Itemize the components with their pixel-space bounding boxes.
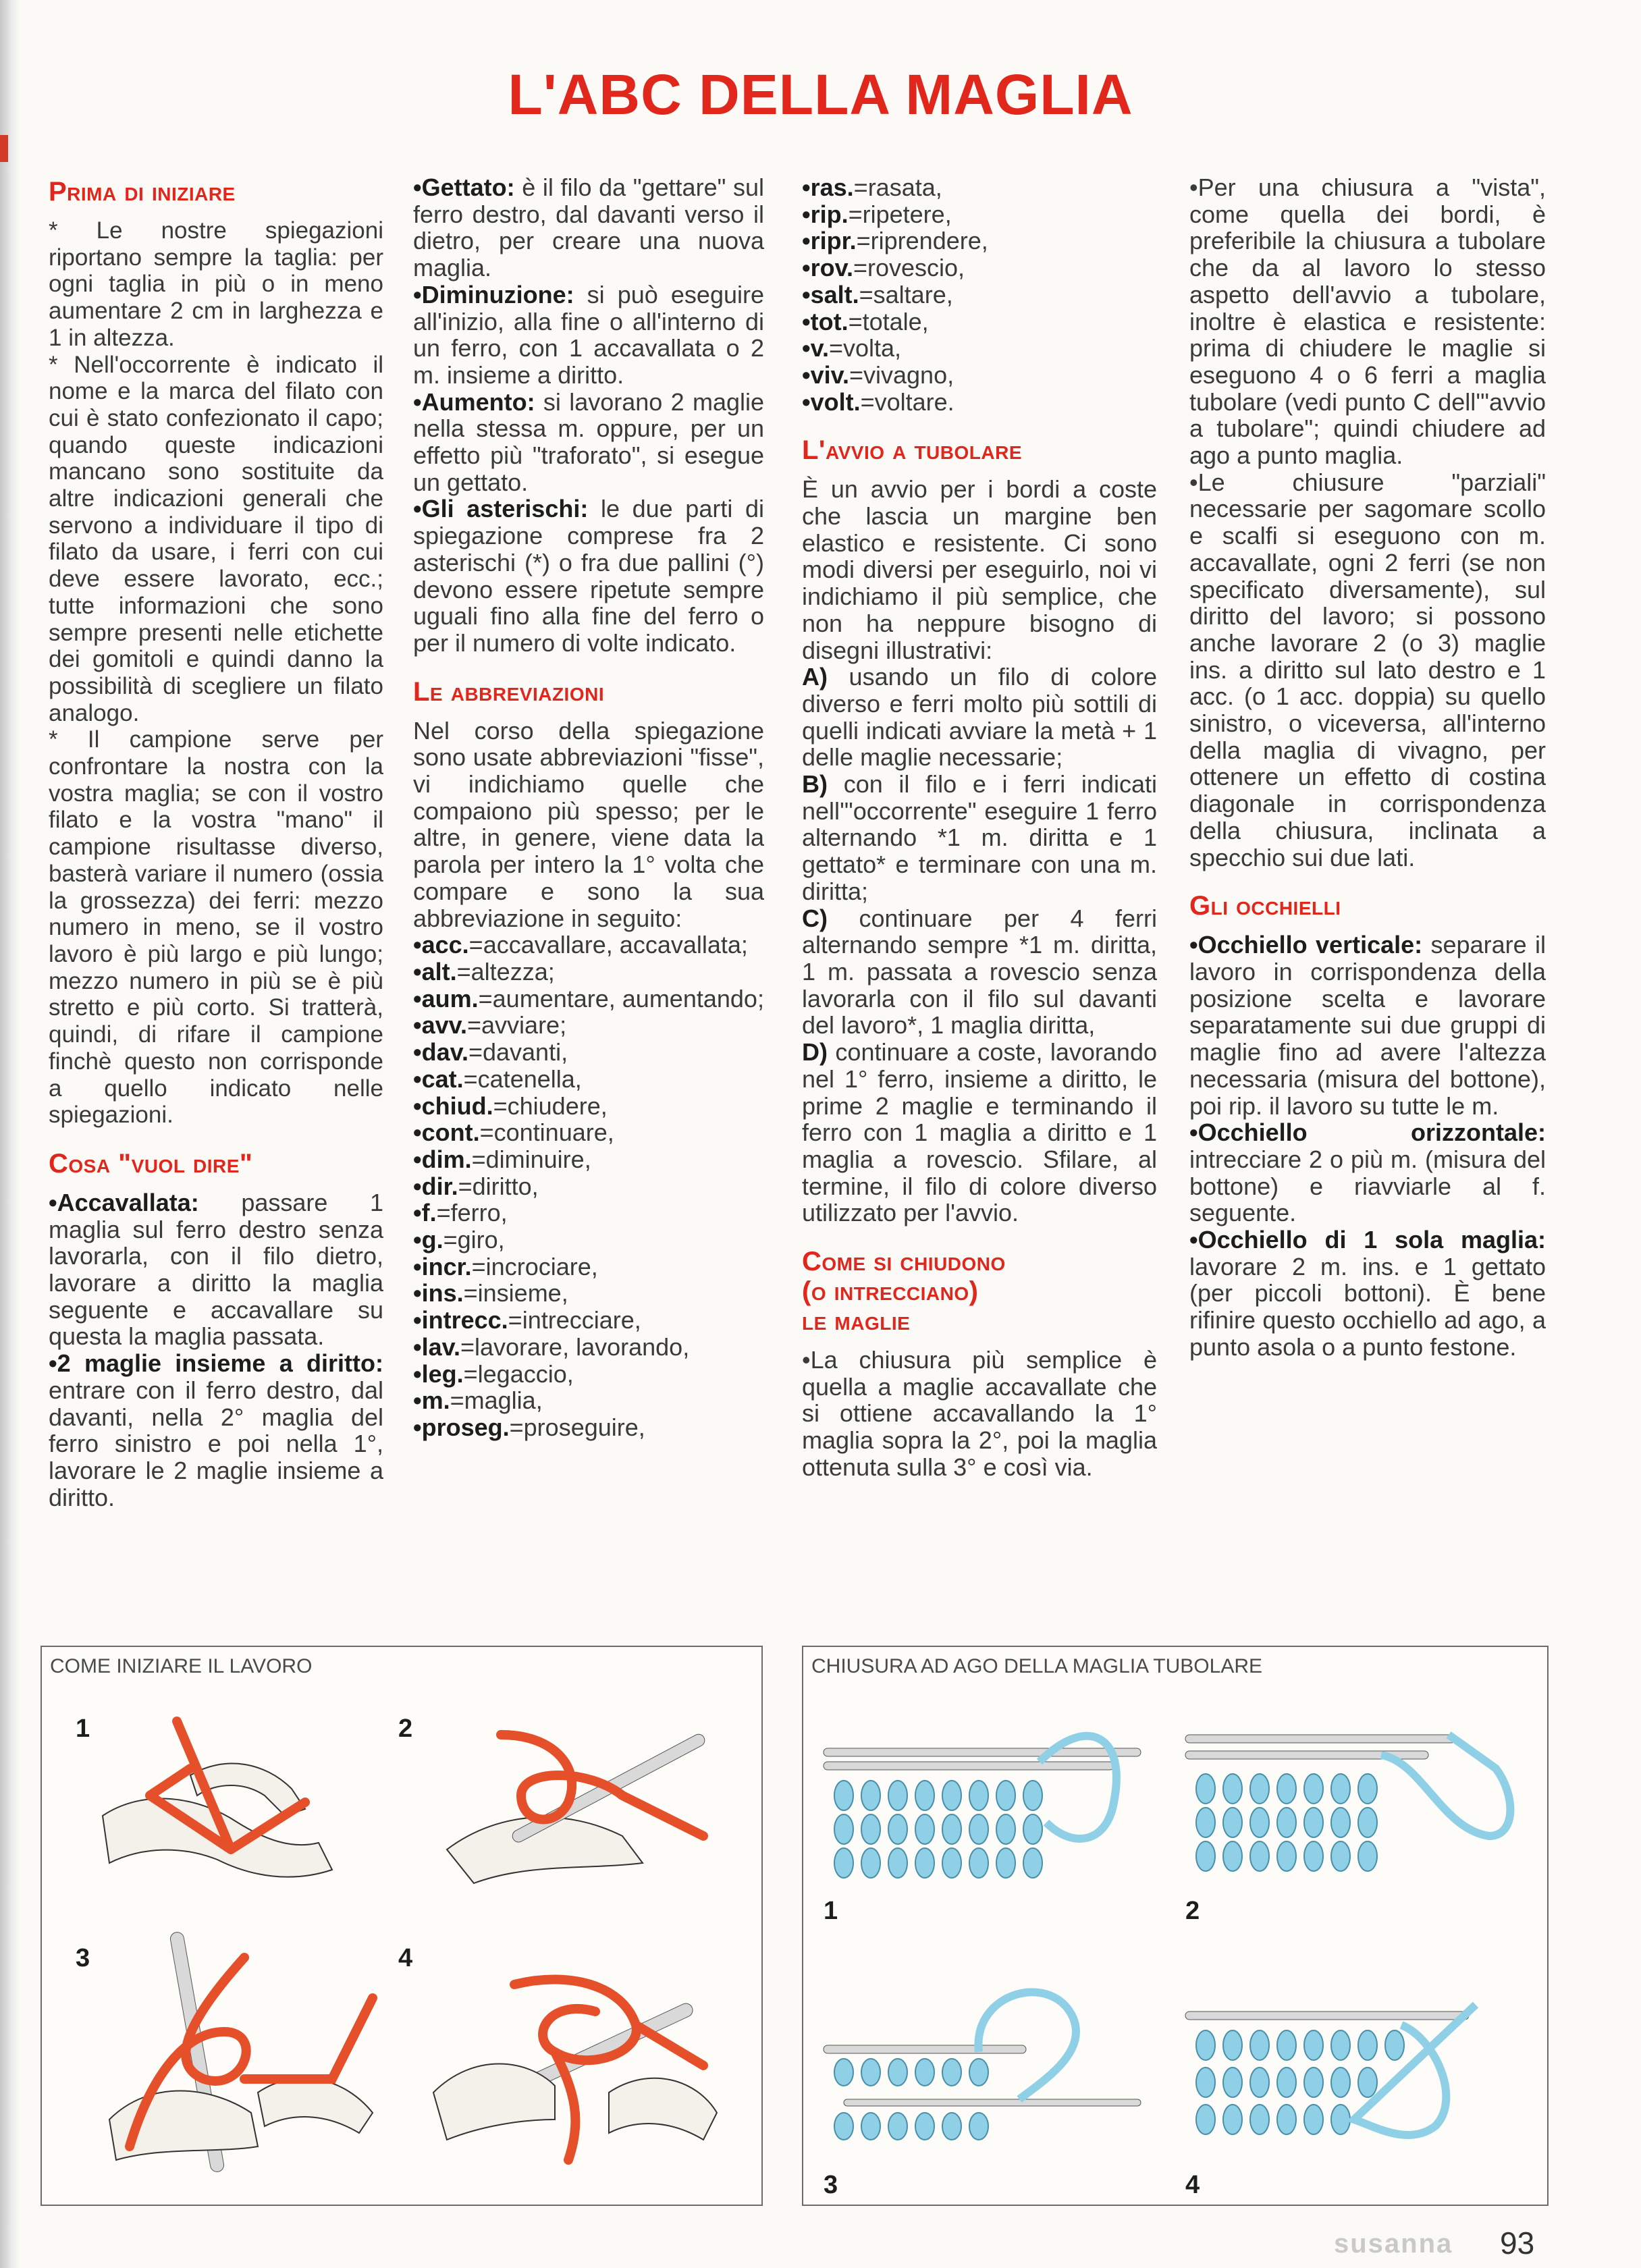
hand-yarn-illustration-3 (89, 1917, 386, 2187)
abbreviation-item: •v.=volta, (802, 334, 902, 362)
heading-avvio-tubolare: L'avvio a tubolare (802, 435, 1022, 466)
term-gettato: •Gettato: è il filo da "gettare" sul ferro destro, dal davanti verso il dietro, per creare una nuova maglia. (413, 173, 764, 282)
abbreviation-item: •salt.=saltare, (802, 280, 953, 308)
abbreviation-item: •dir.=diritto, (413, 1172, 539, 1200)
abbreviation-item: •lav.=lavorare, lavorando, (413, 1332, 690, 1361)
tubular-closure-illustration-3 (817, 1964, 1154, 2167)
tubular-closure-illustration-4 (1179, 1964, 1530, 2167)
step-number: 4 (398, 1944, 413, 1972)
heading-cosa-vuol-dire: Cosa "vuol dire" (49, 1148, 253, 1179)
tubular-closure-illustration-2 (1179, 1694, 1530, 1897)
abbreviation-item: •intrecc.=intrecciare, (413, 1306, 641, 1334)
abbreviation-item: •rip.=ripetere, (802, 200, 952, 228)
paragraph-taglia: * Le nostre spiegazioni riportano sempre la taglia: per ogni taglia in più o in meno aumentare 2 cm in larghezza e 1 in altezza. (49, 217, 383, 351)
abbreviation-item: •g.=giro, (413, 1226, 505, 1254)
abbreviation-item: •m.=maglia, (413, 1386, 543, 1415)
spine-mark (0, 135, 8, 162)
hand-yarn-illustration-2 (420, 1694, 730, 1910)
heading-prima-di-iniziare: Prima di iniziare (49, 177, 236, 207)
abbreviation-item: •acc.=accavallare, accavallata; (413, 931, 748, 959)
page-title: L'ABC DELLA MAGLIA (508, 63, 1133, 126)
illustration-box-chiusura-ago (802, 1646, 1549, 2206)
step-number: 1 (824, 1897, 838, 1925)
paragraph-chiusura-semplice: •La chiusura più semplice è quella a maglie accavallate che si ottiene accavallando la 1° maglia sopra la 2°, poi la maglia ottenuta sulla 3° e così via. (802, 1346, 1157, 1481)
column-2 (413, 174, 764, 1441)
abbreviation-item: •ins.=insieme, (413, 1279, 568, 1307)
abbreviation-item: •ripr.=riprendere, (802, 227, 988, 255)
term-aumento: •Aumento: si lavorano 2 maglie nella stessa m. oppure, per un effetto più "traforato", si esegue un gettato. (413, 387, 764, 496)
abbreviation-item: •cont.=continuare, (413, 1118, 614, 1147)
term-occhiello-verticale: •Occhiello verticale: separare il lavoro in corrispondenza della posizione scelta e lavorare separatamente sui due gruppi di maglie fino ad avere l'altezza necessaria (misura del bottone), poi rip. il lavoro su tutte le m. (1189, 931, 1546, 1120)
term-asterischi: •Gli asterischi: le due parti di spiegazione comprese fra 2 asterischi (*) o fra due pallini (°) devono essere ripetute sempre uguali fino alla fine del ferro o per il numero di volte indicato. (413, 495, 764, 657)
step-number: 4 (1185, 2171, 1200, 2199)
abbreviation-item: •rov.=rovescio, (802, 254, 965, 282)
paragraph-occorrente: * Nell'occorrente è indicato il nome e la marca del filato con cui è stato confezionato il capo; quando queste indicazioni mancano sono sostituite da altre indicazioni generali che servono a individuare il tipo di filato da usare, i ferri con cui deve essere lavorato, ecc.; tutte informazioni che sono sempre presenti nelle etichette dei gomitoli e quindi danno la possibilità di scegliere un filato analogo. (49, 351, 383, 726)
abbreviation-item: •aum.=aumentare, aumentando; (413, 984, 764, 1013)
step-c: C) continuare per 4 ferri alternando sempre *1 m. diritta, 1 m. passata a rovescio senza lavorarla con il filo sul davanti del lavoro*, 1 maglia diritta, (802, 904, 1157, 1040)
term-accavallata: •Accavallata: passare 1 maglia sul ferro destro senza lavorarla, con il filo dietro, lavorare a diritto la maglia seguente e accavallare su questa la maglia passata. (49, 1188, 383, 1351)
heading-occhielli: Gli occhielli (1189, 891, 1341, 921)
abbreviation-item: •viv.=vivagno, (802, 360, 954, 389)
abbreviation-item: •cat.=catenella, (413, 1064, 582, 1093)
abbreviation-item: •f.=ferro, (413, 1199, 508, 1227)
paragraph-campione: * Il campione serve per confrontare la nostra con la vostra maglia; se con il vostro filato e la vostra "mano" il campione risultasse diverso, basterà variare il numero (ossia la grossezza) dei ferri: mezzo numero in meno, se il vostro lavoro è più largo e più lungo; mezzo numero in più se è più stretto e più corto. Si tratterà, quindi, di rifare il campione finchè questo non corrisponde a quello indicato nelle spiegazioni. (49, 726, 383, 1129)
hand-yarn-illustration-4 (420, 1917, 730, 2187)
paragraph-chiusura-vista: •Per una chiusura a "vista", come quella dei bordi, è preferibile la chiusura a tubolare che da al lavoro lo stesso aspetto dell'avvio a tubolare, inoltre è elastica e resistente: prima di chiudere le maglie si eseguono 4 o 6 ferri a maglia tubolare (vedi punto C dell'"avvio a tubolare"; quindi chiudere ad ago a punto maglia. (1189, 173, 1546, 470)
paragraph-abbreviazioni-intro: Nel corso della spiegazione sono usate abbreviazioni "fisse", vi indichiamo quelle che compaiono più spesso; per le altre, in genere, viene data la parola per intero la 1° volta che compare e sono la sua abbreviazione in seguito: (413, 716, 764, 932)
page-spine-shadow (0, 0, 20, 2268)
column-1 (49, 174, 383, 1511)
step-number: 1 (76, 1714, 90, 1743)
box-title: CHIUSURA AD AGO DELLA MAGLIA TUBOLARE (811, 1655, 1263, 1677)
abbreviation-item: •volt.=voltare. (802, 387, 954, 416)
abbreviation-item: •dim.=diminuire, (413, 1145, 591, 1173)
heading-abbreviazioni: Le abbreviazioni (413, 676, 605, 707)
abbreviation-item: •dav.=davanti, (413, 1038, 568, 1066)
abbreviation-item: •proseg.=proseguire, (413, 1413, 645, 1441)
step-b: B) con il filo e i ferri indicati nell'"occorrente" eseguire 1 ferro alternando *1 m. diritta e 1 gettato* e terminare con una m. diritta; (802, 770, 1157, 905)
term-2-maglie-insieme: •2 maglie insieme a diritto: entrare con il ferro destro, dal davanti, nella 2° maglia del ferro sinistro e poi nella 1°, lavorare le 2 maglie insieme a diritto. (49, 1349, 383, 1511)
box-title: COME INIZIARE IL LAVORO (50, 1655, 313, 1677)
paragraph-avvio-intro: È un avvio per i bordi a coste che lascia un margine ben elastico e resistente. Ci sono modi diversi per eseguirlo, noi vi indichiamo il più semplice, che non ha neppure bisogno di disegni illustrativi: (802, 475, 1157, 664)
step-a: A) usando un filo di colore diverso e ferri molto più sottili di quelli indicati avviare la metà + 1 delle maglie necessarie; (802, 663, 1157, 772)
illustration-box-come-iniziare (41, 1646, 763, 2206)
abbreviation-item: •tot.=totale, (802, 307, 929, 335)
column-3 (802, 174, 1157, 1481)
step-number: 2 (1185, 1897, 1200, 1925)
magazine-brand: susanna (1334, 2229, 1453, 2259)
step-number: 3 (76, 1944, 90, 1972)
term-diminuzione: •Diminuzione: si può eseguire all'inizio, alla fine o all'interno di un ferro, con 1 accavallata o 2 m. insieme a diritto. (413, 280, 764, 389)
term-occhiello-orizzontale: •Occhiello orizzontale: intrecciare 2 o più m. (misura del bottone) e riavviarle al f. seguente. (1189, 1118, 1546, 1227)
abbreviation-item: •incr.=incrociare, (413, 1252, 598, 1280)
abbreviation-list (413, 932, 764, 1440)
abbreviation-list-continued (802, 174, 1157, 415)
step-d: D) continuare a coste, lavorando nel 1° ferro, insieme a diritto, le prime 2 maglie e terminando il ferro con 1 maglia a diritto e 1 maglia a rovescio. Sfilare, al termine, il filo di colore diverso utilizzato per l'avvio. (802, 1038, 1157, 1227)
heading-come-si-chiudono: Come si chiudono (o intrecciano) le maglie (802, 1247, 1006, 1336)
tubular-closure-illustration-1 (817, 1694, 1154, 1897)
step-number: 3 (824, 2171, 838, 2199)
paragraph-chiusure-parziali: •Le chiusure "parziali" necessarie per sagomare scollo e scalfi si eseguono con m. accavallate, ogni 2 ferri (se non specificato diversamente), sul diritto del lavoro; si possono anche lavorare 2 (o 3) maglie ins. a diritto sul lato destro e 1 acc. (o 1 acc. doppia) su quello sinistro, o viceversa, all'interno della maglia di vivagno, per ottenere un effetto di costina diagonale in corrispondenza della chiusura, inclinata a specchio sui due lati. (1189, 468, 1546, 871)
term-occhiello-una-maglia: •Occhiello di 1 sola maglia: lavorare 2 m. ins. e 1 gettato (per piccoli bottoni). È bene rifinire questo occhiello ad ago, a punto asola o a punto festone. (1189, 1226, 1546, 1361)
hand-yarn-illustration-1 (89, 1694, 373, 1910)
step-number: 2 (398, 1714, 413, 1743)
abbreviation-item: •avv.=avviare; (413, 1011, 567, 1040)
column-4 (1189, 174, 1546, 1361)
page-number: 93 (1500, 2225, 1535, 2261)
abbreviation-item: •alt.=altezza; (413, 957, 555, 986)
abbreviation-item: •leg.=legaccio, (413, 1359, 574, 1388)
abbreviation-item: •chiud.=chiudere, (413, 1091, 608, 1120)
abbreviation-item: •ras.=rasata, (802, 173, 942, 201)
